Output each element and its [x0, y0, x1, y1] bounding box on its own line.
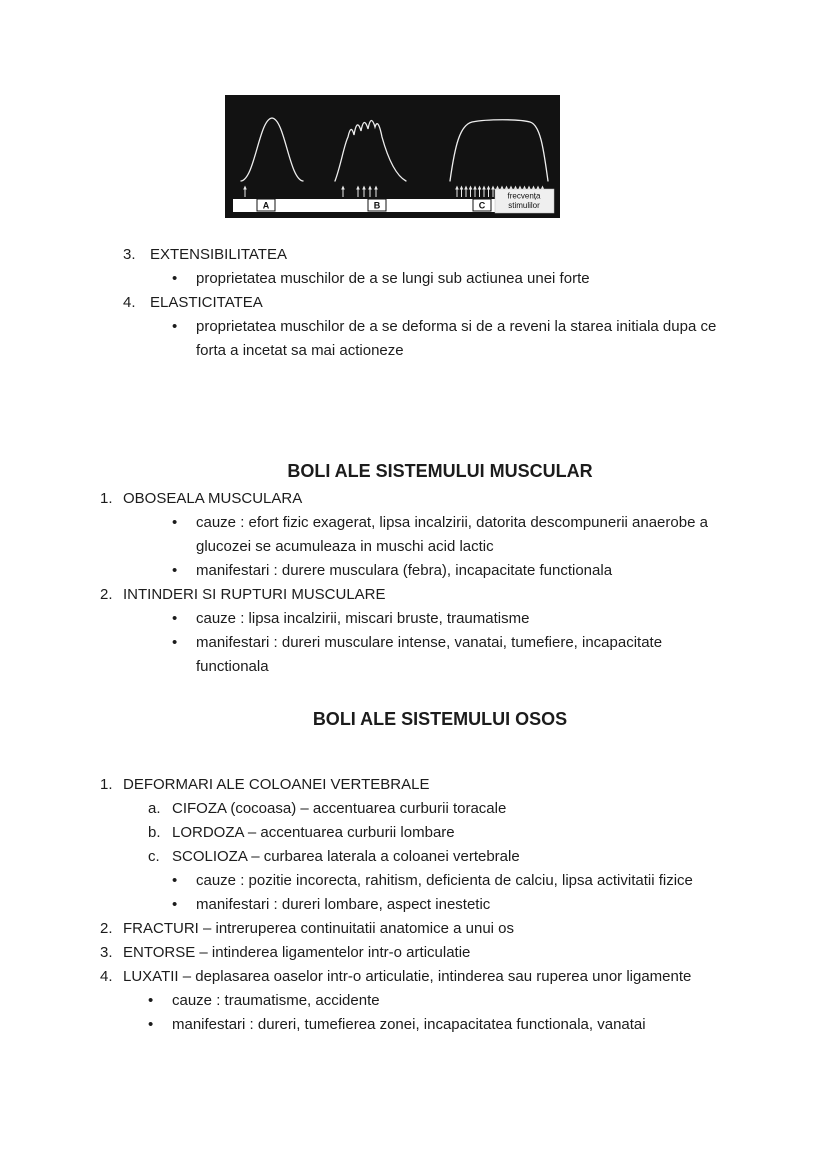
bullet-text: proprietatea muschilor de a se lungi sub actiunea unei forte: [196, 270, 590, 287]
bullet-item: [0, 989, 828, 1013]
item-number: 4.: [123, 294, 136, 311]
bullet-icon: [172, 511, 196, 535]
list-item: [0, 291, 828, 315]
bullet-item: [0, 267, 828, 291]
bullet-item: [0, 559, 828, 583]
bullet-icon: [172, 869, 196, 893]
bullet-item: [0, 607, 828, 631]
bullet-text: manifestari : dureri lombare, aspect inestetic: [196, 896, 491, 913]
bullet-icon: [172, 893, 196, 917]
bullet-text: cauze : pozitie incorecta, rahitism, deficienta de calciu, lipsa activitatii fizice: [196, 872, 693, 889]
bullet-icon: [172, 267, 196, 291]
document-content: [0, 243, 828, 1037]
bullet-item: [0, 869, 828, 893]
item-letter: b.: [148, 824, 161, 841]
sub-item: [0, 797, 828, 821]
bullet-icon: [148, 1013, 172, 1037]
item-title: ELASTICITATEA: [150, 294, 263, 311]
figure-caption-box: [495, 189, 554, 213]
item-number: 1.: [100, 490, 113, 507]
bullet-text: manifestari : durere musculara (febra), incapacitate functionala: [196, 562, 613, 579]
bullet-icon: [172, 315, 196, 339]
sub-item-text: SCOLIOZA – curbarea laterala a coloanei vertebrale: [172, 848, 520, 865]
item-title: LUXATII – deplasarea oaselor intr-o articulatie, intinderea sau ruperea unor ligamente: [123, 968, 692, 985]
item-title: ENTORSE – intinderea ligamentelor intr-o articulatie: [123, 944, 471, 961]
list-item: [0, 917, 828, 941]
item-number: 3.: [123, 246, 136, 263]
panel-label-c: C: [478, 200, 486, 211]
bullet-text: proprietatea muschilor de a se deforma si de a reveni la starea initiala dupa ce forta a incetat sa mai actioneze: [196, 318, 717, 359]
list-item: [0, 965, 828, 989]
bullet-text: cauze : efort fizic exagerat, lipsa incalzirii, datorita descompunerii anaerobe a glucozei se acumuleaza in muschi acid lactic: [196, 514, 708, 555]
item-number: 3.: [100, 944, 113, 961]
bullet-text: manifestari : dureri musculare intense, vanatai, tumefiere, incapacitate functionala: [196, 634, 663, 675]
sub-item: [0, 845, 828, 869]
bullet-item: [0, 315, 828, 363]
bullet-text: cauze : traumatisme, accidente: [172, 992, 380, 1009]
bullet-text: cauze : lipsa incalzirii, miscari bruste, traumatisme: [196, 610, 530, 627]
list-item: [0, 941, 828, 965]
bullet-item: [0, 1013, 828, 1037]
muscle-contraction-figure: [225, 95, 560, 218]
figure-caption-line2: stimulilor: [508, 201, 540, 210]
item-title: FRACTURI – intreruperea continuitatii anatomice a unui os: [123, 920, 515, 937]
bullet-icon: [172, 607, 196, 631]
bullet-item: [0, 511, 828, 559]
item-title: INTINDERI SI RUPTURI MUSCULARE: [123, 586, 386, 603]
item-number: 4.: [100, 968, 113, 985]
item-letter: c.: [148, 848, 160, 865]
tetanus-graph-image: [225, 95, 560, 218]
item-letter: a.: [148, 800, 161, 817]
bullet-icon: [148, 989, 172, 1013]
bullet-text: manifestari : dureri, tumefierea zonei, incapacitatea functionala, vanatai: [172, 1016, 646, 1033]
panel-label-a: A: [262, 200, 270, 211]
list-item: [0, 243, 828, 267]
bullet-item: [0, 893, 828, 917]
sub-item: [0, 821, 828, 845]
bullet-icon: [172, 631, 196, 655]
sub-item-text: CIFOZA (cocoasa) – accentuarea curburii toracale: [172, 800, 507, 817]
section-heading-osos: BOLI ALE SISTEMULUI OSOS: [312, 709, 568, 729]
section-heading-muscular: BOLI ALE SISTEMULUI MUSCULAR: [287, 461, 593, 481]
sub-item-text: LORDOZA – accentuarea curburii lombare: [172, 824, 455, 841]
list-item: [0, 487, 828, 511]
list-item: [0, 773, 828, 797]
bullet-icon: [172, 559, 196, 583]
item-number: 2.: [100, 920, 113, 937]
item-title: EXTENSIBILITATEA: [150, 246, 287, 263]
bullet-item: [0, 631, 828, 679]
item-number: 2.: [100, 586, 113, 603]
list-item: [0, 583, 828, 607]
panel-label-b: B: [373, 200, 381, 211]
item-title: OBOSEALA MUSCULARA: [123, 490, 303, 507]
figure-caption-line1: frecvența: [507, 191, 541, 201]
item-title: DEFORMARI ALE COLOANEI VERTEBRALE: [123, 776, 430, 793]
item-number: 1.: [100, 776, 113, 793]
